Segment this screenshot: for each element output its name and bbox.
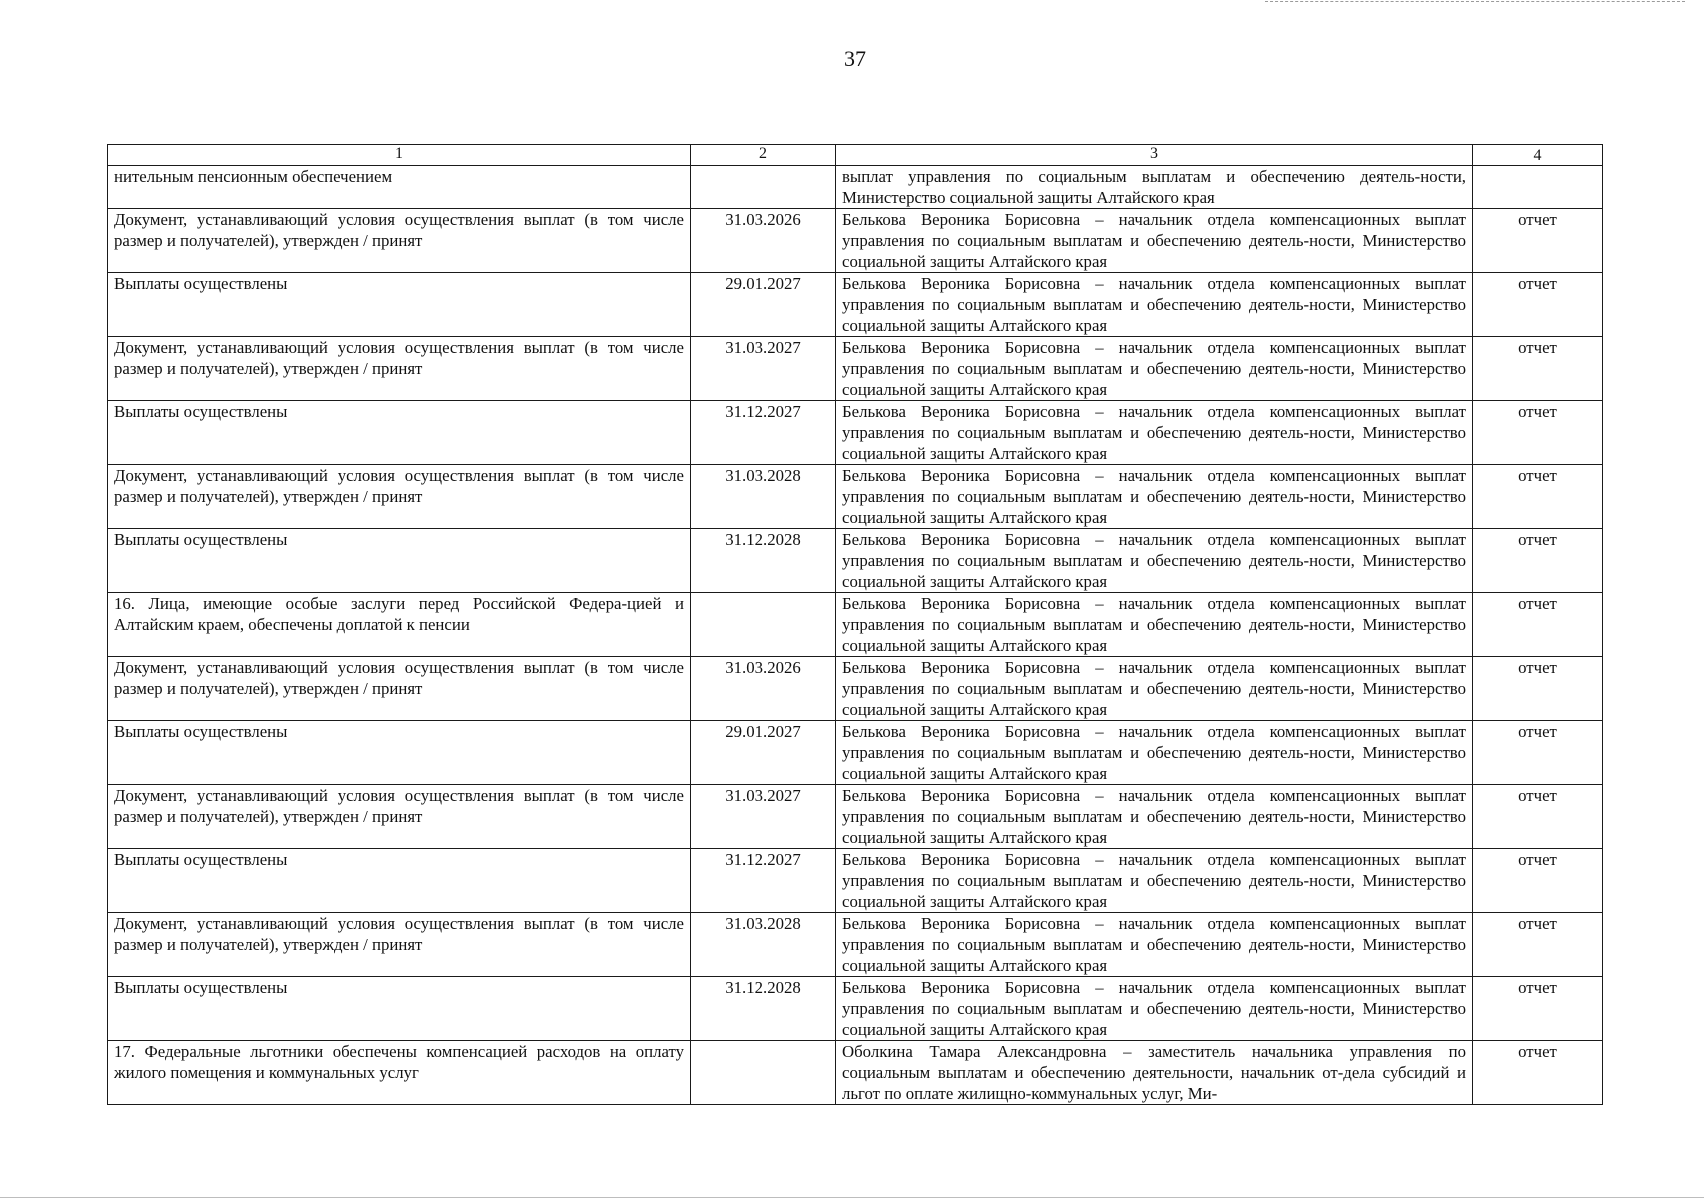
result-cell: отчет <box>1473 785 1603 849</box>
event-cell: Документ, устанавливающий условия осуществления выплат (в том числе размер и получателей), утвержден / принят <box>108 657 691 721</box>
result-cell: отчет <box>1473 529 1603 593</box>
table-row <box>108 209 1603 273</box>
event-cell: Выплаты осуществлены <box>108 977 691 1041</box>
event-cell: 16. Лица, имеющие особые заслуги перед Российской Федера-цией и Алтайским краем, обеспечены доплатой к пенсии <box>108 593 691 657</box>
plan-table <box>107 144 1603 1105</box>
date-cell: 31.03.2026 <box>691 657 836 721</box>
responsible-cell: Белькова Вероника Борисовна – начальник отдела компенсационных выплат управления по социальным выплатам и обеспечению деятель-ности, Министерство социальной защиты Алтайского края <box>836 337 1473 401</box>
responsible-cell: Белькова Вероника Борисовна – начальник отдела компенсационных выплат управления по социальным выплатам и обеспечению деятель-ности, Министерство социальной защиты Алтайского края <box>836 785 1473 849</box>
date-cell: 31.03.2027 <box>691 785 836 849</box>
responsible-cell: Белькова Вероника Борисовна – начальник отдела компенсационных выплат управления по социальным выплатам и обеспечению деятель-ности, Министерство социальной защиты Алтайского края <box>836 913 1473 977</box>
result-cell <box>1473 166 1603 209</box>
table-row <box>108 721 1603 785</box>
responsible-cell: Белькова Вероника Борисовна – начальник отдела компенсационных выплат управления по социальным выплатам и обеспечению деятель-ности, Министерство социальной защиты Алтайского края <box>836 721 1473 785</box>
column-number-3: 3 <box>836 145 1473 166</box>
date-cell <box>691 593 836 657</box>
event-cell: Выплаты осуществлены <box>108 401 691 465</box>
event-cell: Документ, устанавливающий условия осуществления выплат (в том числе размер и получателей), утвержден / принят <box>108 465 691 529</box>
table-row <box>108 593 1603 657</box>
column-number-1: 1 <box>108 145 691 166</box>
result-cell: отчет <box>1473 209 1603 273</box>
table-row <box>108 657 1603 721</box>
event-cell: Выплаты осуществлены <box>108 849 691 913</box>
bottom-scan-rule <box>0 1197 1704 1198</box>
date-cell: 29.01.2027 <box>691 721 836 785</box>
date-cell: 31.12.2028 <box>691 977 836 1041</box>
table-row <box>108 401 1603 465</box>
result-cell: отчет <box>1473 913 1603 977</box>
date-cell: 31.03.2028 <box>691 465 836 529</box>
result-cell: отчет <box>1473 593 1603 657</box>
date-cell: 31.03.2028 <box>691 913 836 977</box>
table-row <box>108 977 1603 1041</box>
date-cell: 31.12.2027 <box>691 401 836 465</box>
result-cell: отчет <box>1473 273 1603 337</box>
table-row <box>108 529 1603 593</box>
table-row <box>108 1041 1603 1105</box>
event-cell: Документ, устанавливающий условия осуществления выплат (в том числе размер и получателей), утвержден / принят <box>108 209 691 273</box>
event-cell: Выплаты осуществлены <box>108 529 691 593</box>
column-number-2: 2 <box>691 145 836 166</box>
date-cell: 31.03.2026 <box>691 209 836 273</box>
event-cell: нительным пенсионным обеспечением <box>108 166 691 209</box>
table-row <box>108 785 1603 849</box>
table-row <box>108 465 1603 529</box>
date-cell: 29.01.2027 <box>691 273 836 337</box>
result-cell: отчет <box>1473 401 1603 465</box>
result-cell: отчет <box>1473 657 1603 721</box>
event-cell: Выплаты осуществлены <box>108 721 691 785</box>
responsible-cell: Белькова Вероника Борисовна – начальник отдела компенсационных выплат управления по социальным выплатам и обеспечению деятель-ности, Министерство социальной защиты Алтайского края <box>836 209 1473 273</box>
column-number-row <box>108 145 1603 166</box>
result-cell: отчет <box>1473 849 1603 913</box>
table-row <box>108 166 1603 209</box>
table-row <box>108 337 1603 401</box>
result-cell: отчет <box>1473 337 1603 401</box>
responsible-cell: выплат управления по социальным выплатам и обеспечению деятель-ности, Министерство социальной защиты Алтайского края <box>836 166 1473 209</box>
date-cell <box>691 1041 836 1105</box>
responsible-cell: Белькова Вероника Борисовна – начальник отдела компенсационных выплат управления по социальным выплатам и обеспечению деятель-ности, Министерство социальной защиты Алтайского края <box>836 465 1473 529</box>
page-number: 37 <box>844 46 866 71</box>
table-row <box>108 849 1603 913</box>
event-cell: 17. Федеральные льготники обеспечены компенсацией расходов на оплату жилого помещения и коммунальных услуг <box>108 1041 691 1105</box>
date-cell <box>691 166 836 209</box>
responsible-cell: Белькова Вероника Борисовна – начальник отдела компенсационных выплат управления по социальным выплатам и обеспечению деятель-ности, Министерство социальной защиты Алтайского края <box>836 401 1473 465</box>
result-cell: отчет <box>1473 1041 1603 1105</box>
responsible-cell: Белькова Вероника Борисовна – начальник отдела компенсационных выплат управления по социальным выплатам и обеспечению деятель-ности, Министерство социальной защиты Алтайского края <box>836 657 1473 721</box>
responsible-cell: Белькова Вероника Борисовна – начальник отдела компенсационных выплат управления по социальным выплатам и обеспечению деятель-ности, Министерство социальной защиты Алтайского края <box>836 593 1473 657</box>
responsible-cell: Белькова Вероника Борисовна – начальник отдела компенсационных выплат управления по социальным выплатам и обеспечению деятель-ности, Министерство социальной защиты Алтайского края <box>836 849 1473 913</box>
table-row <box>108 913 1603 977</box>
event-cell: Документ, устанавливающий условия осуществления выплат (в том числе размер и получателей), утвержден / принят <box>108 785 691 849</box>
top-scan-rule <box>1265 1 1685 2</box>
date-cell: 31.12.2027 <box>691 849 836 913</box>
event-cell: Документ, устанавливающий условия осуществления выплат (в том числе размер и получателей), утвержден / принят <box>108 913 691 977</box>
result-cell: отчет <box>1473 977 1603 1041</box>
result-cell: отчет <box>1473 465 1603 529</box>
responsible-cell: Белькова Вероника Борисовна – начальник отдела компенсационных выплат управления по социальным выплатам и обеспечению деятель-ности, Министерство социальной защиты Алтайского края <box>836 529 1473 593</box>
date-cell: 31.03.2027 <box>691 337 836 401</box>
responsible-cell: Белькова Вероника Борисовна – начальник отдела компенсационных выплат управления по социальным выплатам и обеспечению деятель-ности, Министерство социальной защиты Алтайского края <box>836 977 1473 1041</box>
event-cell: Выплаты осуществлены <box>108 273 691 337</box>
responsible-cell: Белькова Вероника Борисовна – начальник отдела компенсационных выплат управления по социальным выплатам и обеспечению деятель-ности, Министерство социальной защиты Алтайского края <box>836 273 1473 337</box>
plan-table-body <box>108 145 1603 1105</box>
event-cell: Документ, устанавливающий условия осуществления выплат (в том числе размер и получателей), утвержден / принят <box>108 337 691 401</box>
table-row <box>108 273 1603 337</box>
result-cell: отчет <box>1473 721 1603 785</box>
date-cell: 31.12.2028 <box>691 529 836 593</box>
column-number-4: 4 <box>1473 145 1603 166</box>
responsible-cell: Оболкина Тамара Александровна – заместитель начальника управления по социальным выплатам и обеспечению деятельности, начальник от-дела субсидий и льгот по оплате жилищно-коммунальных услуг, Ми- <box>836 1041 1473 1105</box>
